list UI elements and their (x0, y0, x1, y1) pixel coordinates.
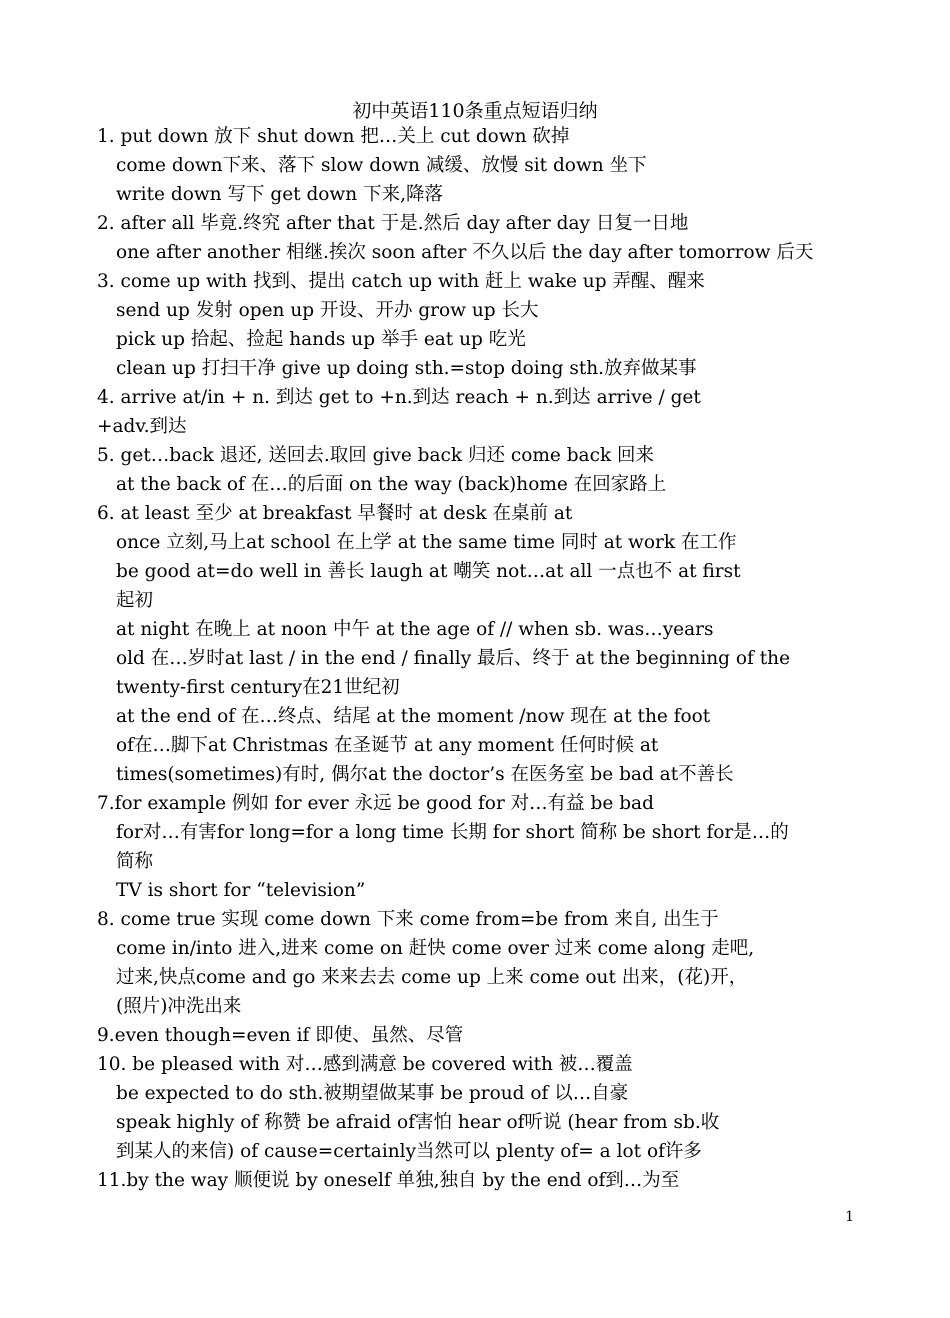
text-line: +adv.到达 (97, 416, 187, 437)
text-line: 1. put down 放下 shut down 把…关上 cut down 砍掉 (97, 126, 570, 147)
text-line: 10. be pleased with 对…感到满意 be covered with 被…覆盖 (97, 1054, 633, 1075)
text-line: twenty-first century在21世纪初 (116, 677, 400, 698)
text-line: 4. arrive at/in + n. 到达 get to +n.到达 reach + n.到达 arrive / get (97, 387, 701, 408)
text-line: clean up 打扫干净 give up doing sth.=stop doing sth.放弃做某事 (116, 358, 697, 379)
text-line: 3. come up with 找到、提出 catch up with 赶上 wake up 弄醒、醒来 (97, 271, 705, 292)
text-line: 到某人的来信) of cause=certainly当然可以 plenty of= a lot of许多 (116, 1141, 702, 1162)
text-line: 6. at least 至少 at breakfast 早餐时 at desk 在桌前 at (97, 503, 573, 524)
text-line: at the back of 在…的后面 on the way (back)home 在回家路上 (116, 474, 667, 495)
text-line: be good at=do well in 善长 laugh at 嘲笑 not…at all 一点也不 at first (116, 561, 741, 582)
text-line: 5. get…back 退还, 送回去.取回 give back 归还 come back 回来 (97, 445, 655, 466)
text-line: 11.by the way 顺便说 by oneself 单独,独自 by the end of到…为至 (97, 1170, 680, 1191)
text-line: once 立刻,马上at school 在上学 at the same time 同时 at work 在工作 (116, 532, 737, 553)
text-line: at the end of 在…终点、结尾 at the moment /now 现在 at the foot (116, 706, 711, 727)
text-line: times(sometimes)有时, 偶尔at the doctor’s 在医务室 be bad at不善长 (116, 764, 734, 785)
text-line: of在…脚下at Christmas 在圣诞节 at any moment 任何时候 at (116, 735, 659, 756)
text-line: (照片)冲洗出来 (116, 996, 242, 1017)
text-line: be expected to do sth.被期望做某事 be proud of 以…自豪 (116, 1083, 629, 1104)
text-line: come in/into 进入,进来 come on 赶快 come over 过来 come along 走吧, (116, 938, 755, 959)
text-line: 2. after all 毕竟.终究 after that 于是.然后 day after day 日复一日地 (97, 213, 689, 234)
text-line: pick up 拾起、捡起 hands up 举手 eat up 吃光 (116, 329, 526, 350)
text-line: one after another 相继.挨次 soon after 不久以后 the day after tomorrow 后天 (116, 242, 814, 263)
text-line: speak highly of 称赞 be afraid of害怕 hear of听说 (hear from sb.收 (116, 1112, 720, 1133)
text-line: 过来,快点come and go 来来去去 come up 上来 come out 出来，(花)开， (116, 967, 748, 988)
text-line: 7.for example 例如 for ever 永远 be good for 对…有益 be bad (97, 793, 654, 814)
text-line: at night 在晚上 at noon 中午 at the age of // when sb. was…years (116, 619, 714, 640)
document-title: 初中英语110条重点短语归纳 (352, 100, 598, 122)
text-line: 起初 (116, 590, 154, 611)
text-line: send up 发射 open up 开设、开办 grow up 长大 (116, 300, 539, 321)
text-line: 8. come true 实现 come down 下来 come from=be from 来自, 出生于 (97, 909, 719, 930)
text-line: 简称 (116, 851, 154, 872)
page-number: 1 (845, 1209, 854, 1225)
text-line: old 在…岁时at last / in the end / finally 最后、终于 at the beginning of the (116, 648, 791, 669)
text-line: write down 写下 get down 下来,降落 (116, 184, 443, 205)
text-line: for对…有害for long=for a long time 长期 for short 简称 be short for是…的 (116, 822, 789, 843)
text-line: TV is short for “television” (116, 880, 366, 901)
text-line: come down下来、落下 slow down 减缓、放慢 sit down 坐下 (116, 155, 647, 176)
text-line: 9.even though=even if 即使、虽然、尽管 (97, 1025, 464, 1046)
